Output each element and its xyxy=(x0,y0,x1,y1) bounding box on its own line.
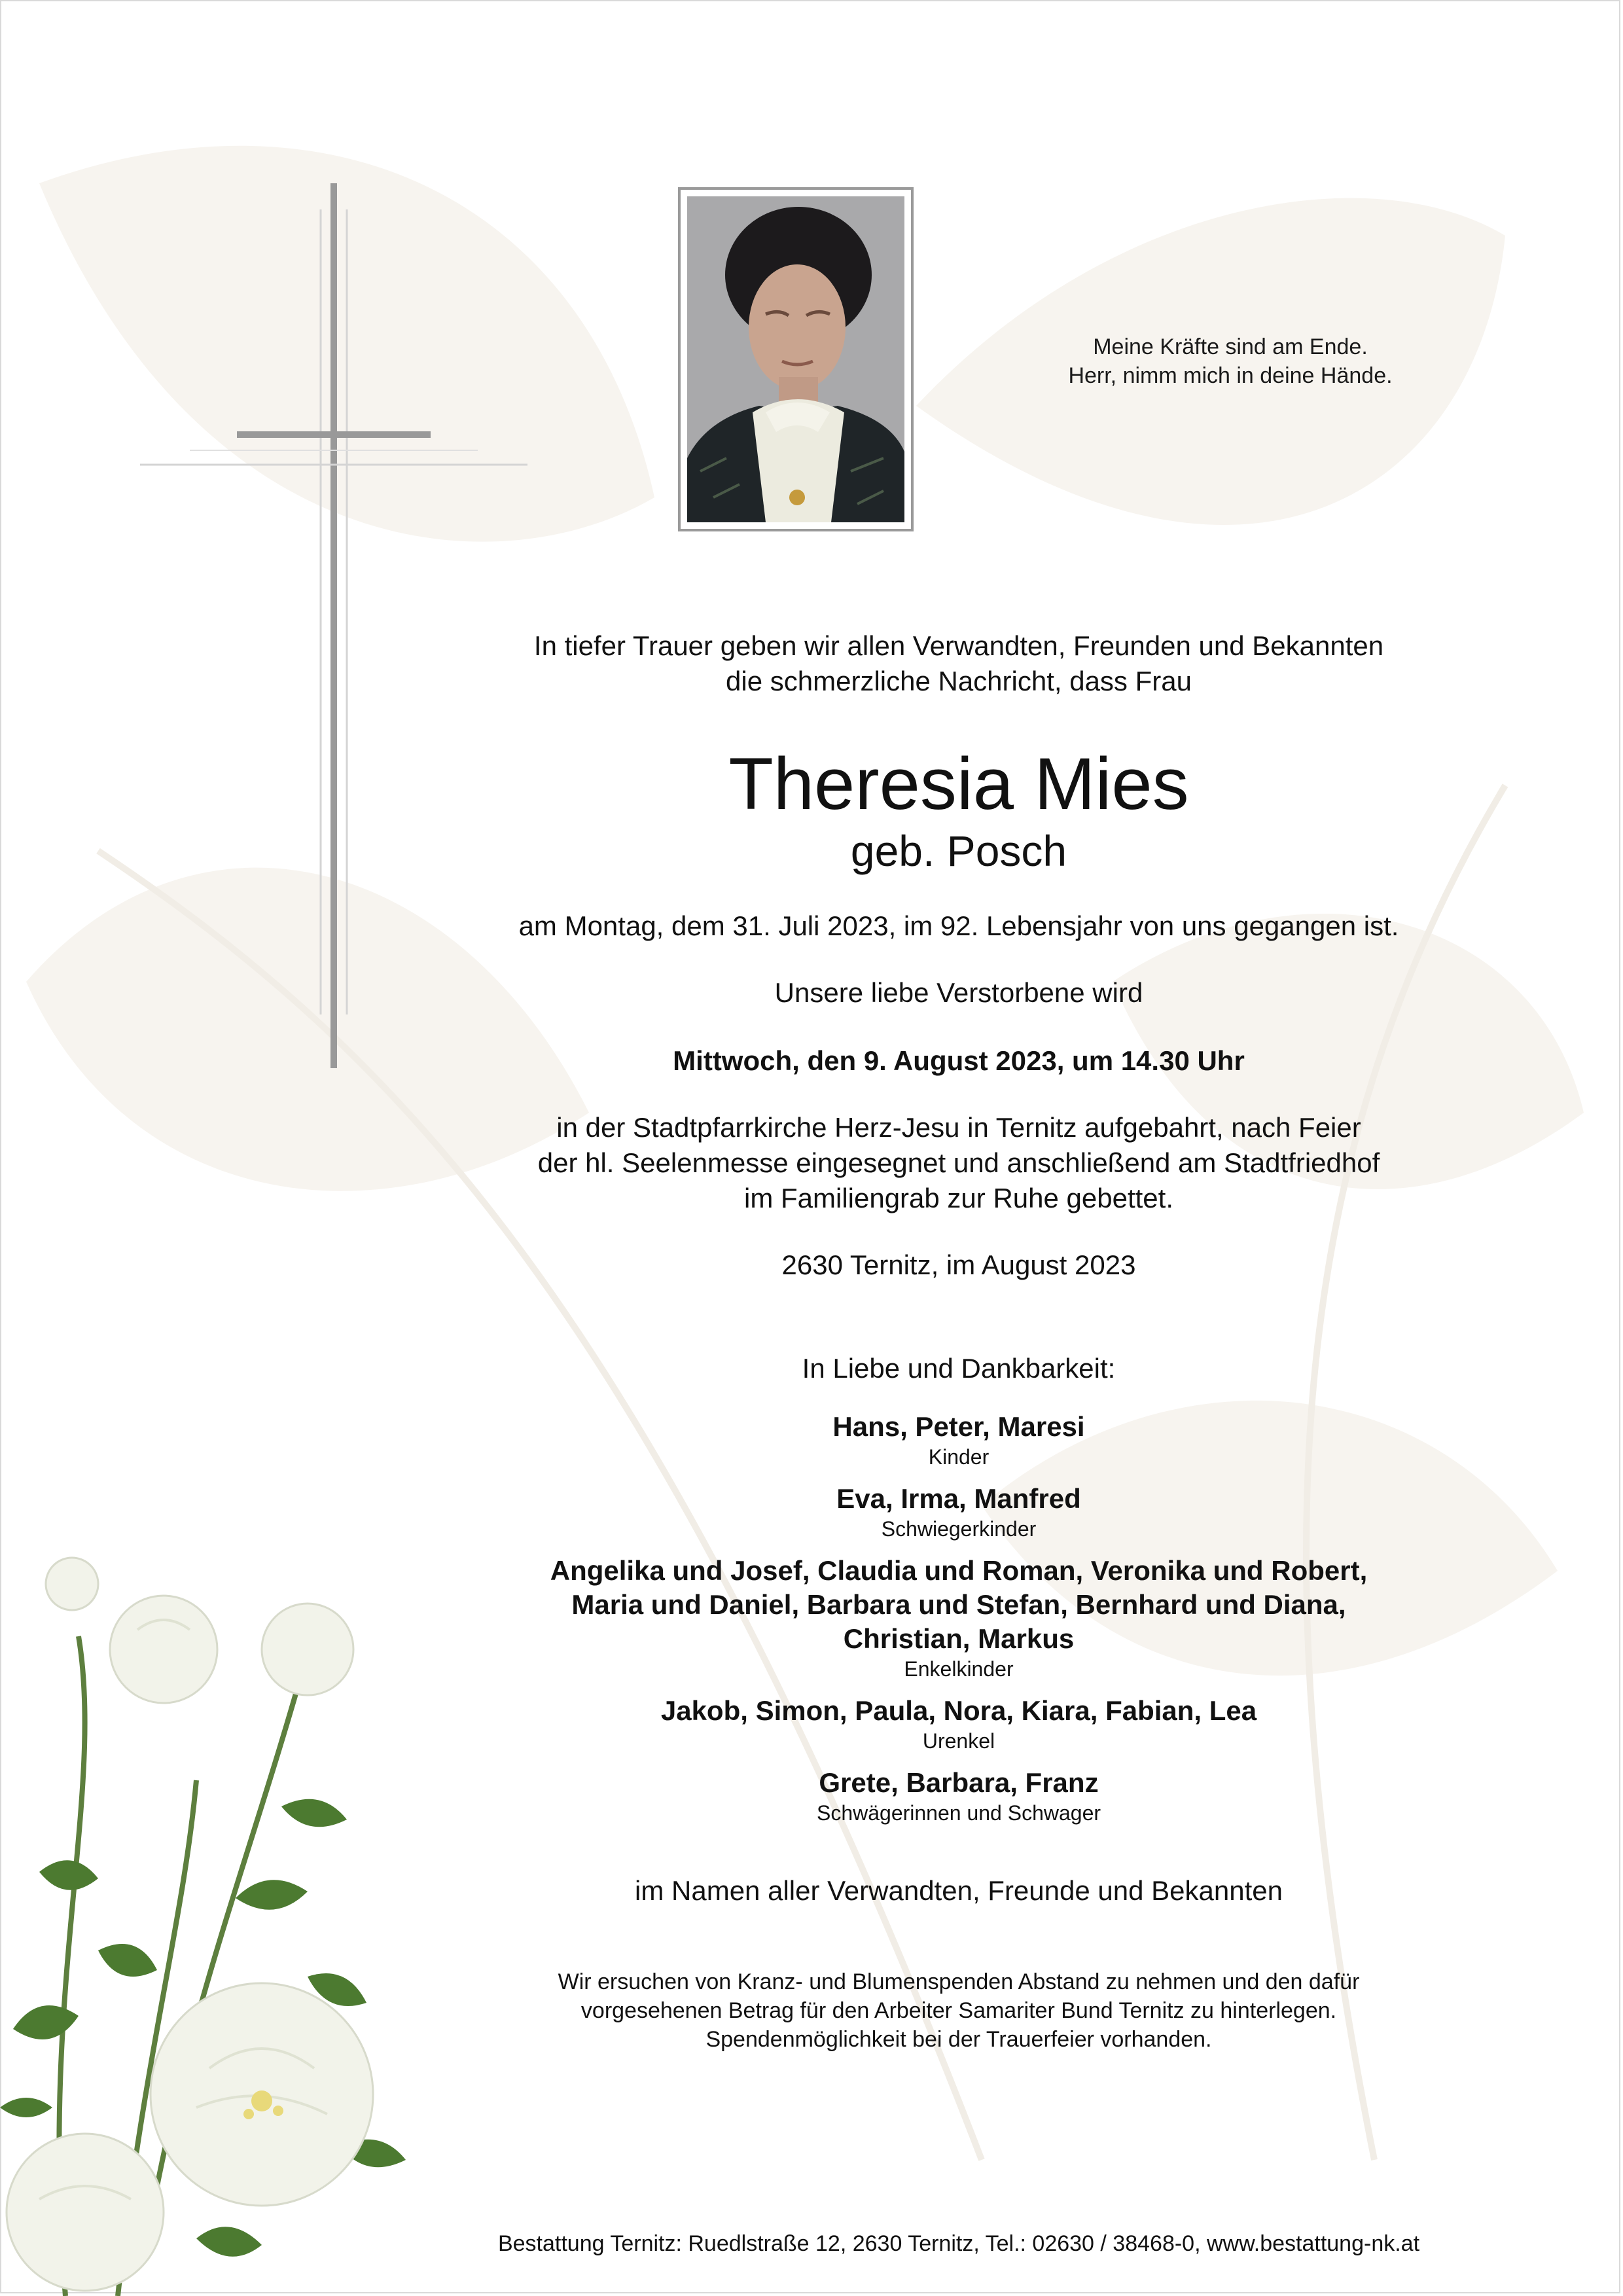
portrait-photo xyxy=(678,187,914,531)
family-group-great-grandchildren xyxy=(419,1694,1499,1754)
family-group-children-in-law xyxy=(419,1482,1499,1542)
family-relation: Schwägerinnen und Schwager xyxy=(816,1801,1101,1825)
quote-line-1: Meine Kräfte sind am Ende. xyxy=(1093,334,1368,359)
family-names: Maria und Daniel, Barbara und Stefan, Bernhard und Diana, xyxy=(571,1589,1346,1620)
deceased-name: Theresia Mies xyxy=(728,743,1189,825)
funeral-place xyxy=(419,1110,1499,1216)
intro-line-1: In tiefer Trauer geben wir allen Verwandten, Freunden und Bekannten xyxy=(533,630,1384,661)
family-list xyxy=(419,1410,1499,1826)
family-names: Grete, Barbara, Franz xyxy=(819,1767,1099,1798)
funeral-datetime: Mittwoch, den 9. August 2023, um 14.30 Uhr xyxy=(673,1045,1245,1076)
place-date: 2630 Ternitz, im August 2023 xyxy=(781,1249,1136,1280)
donation-line-3: Spendenmöglichkeit bei der Trauerfeier vorhanden. xyxy=(705,2027,1212,2052)
donation-note xyxy=(419,1967,1499,2054)
donation-line-1: Wir ersuchen von Kranz- und Blumenspenden Abstand zu nehmen und den dafür xyxy=(558,1969,1360,1994)
family-names: Eva, Irma, Manfred xyxy=(836,1483,1081,1514)
family-names: Hans, Peter, Maresi xyxy=(832,1411,1085,1442)
quote-line-2: Herr, nimm mich in deine Hände. xyxy=(1068,363,1393,388)
funeral-place-line-1: in der Stadtpfarrkirche Herz-Jesu in Ternitz aufgebahrt, nach Feier xyxy=(556,1112,1361,1143)
funeral-place-line-2: der hl. Seelenmesse eingesegnet und anschließend am Stadtfriedhof xyxy=(537,1147,1380,1178)
intro-line-2: die schmerzliche Nachricht, dass Frau xyxy=(726,666,1192,696)
death-notice: am Montag, dem 31. Juli 2023, im 92. Lebensjahr von uns gegangen ist. xyxy=(518,910,1399,941)
quote xyxy=(995,332,1466,390)
obituary-main xyxy=(419,628,1499,2054)
white-roses-image xyxy=(0,1532,445,2296)
family-names: Christian, Markus xyxy=(843,1623,1075,1654)
family-relation: Kinder xyxy=(928,1445,990,1469)
family-names: Angelika und Josef, Claudia und Roman, Veronika und Robert, xyxy=(550,1555,1368,1586)
family-relation: Enkelkinder xyxy=(904,1657,1014,1681)
family-relation: Schwiegerkinder xyxy=(881,1517,1037,1541)
family-relation: Urenkel xyxy=(922,1729,995,1753)
donation-line-2: vorgesehenen Betrag für den Arbeiter Samariter Bund Ternitz zu hinterlegen. xyxy=(580,1998,1337,2023)
family-group-siblings-in-law xyxy=(419,1766,1499,1826)
family-group-grandchildren xyxy=(419,1554,1499,1682)
family-names: Jakob, Simon, Paula, Nora, Kiara, Fabian, Lea xyxy=(660,1695,1257,1726)
family-group-children xyxy=(419,1410,1499,1470)
maiden-name: geb. Posch xyxy=(850,827,1067,875)
portrait-image xyxy=(687,196,904,522)
funeral-place-line-3: im Familiengrab zur Ruhe gebettet. xyxy=(744,1183,1173,1213)
funeral-intro: Unsere liebe Verstorbene wird xyxy=(774,977,1143,1008)
thanks-heading: In Liebe und Dankbarkeit: xyxy=(802,1353,1116,1384)
footer-contact: Bestattung Ternitz: Ruedlstraße 12, 2630 Ternitz, Tel.: 02630 / 38468-0, www.bestattung-nk.at xyxy=(497,2231,1420,2256)
closing-line: im Namen aller Verwandten, Freunde und Bekannten xyxy=(635,1875,1283,1906)
